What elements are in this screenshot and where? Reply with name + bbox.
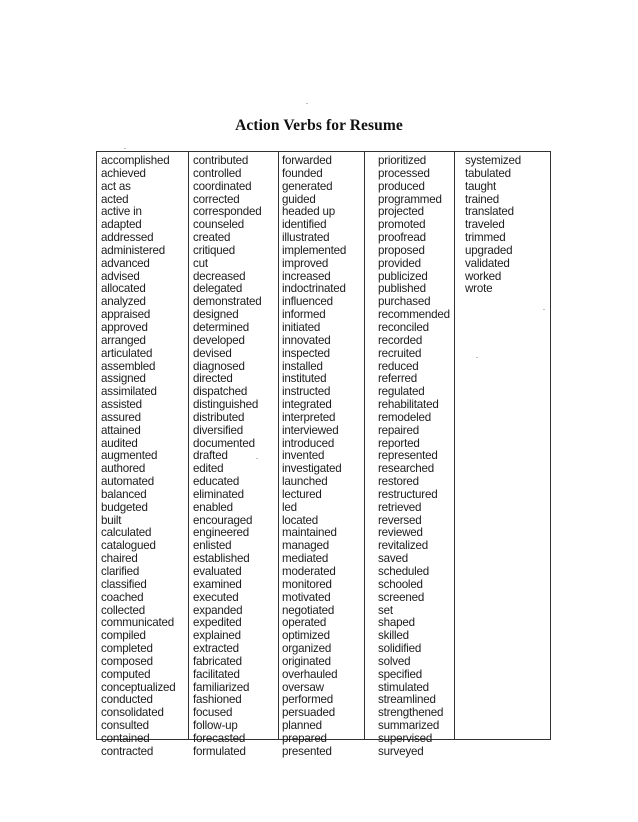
verb-item: assimilated	[101, 386, 157, 399]
verb-item: interviewed	[282, 424, 339, 437]
verb-item: addressed	[101, 232, 154, 245]
verb-item: devised	[193, 347, 232, 360]
verb-item: created	[193, 232, 231, 245]
verb-item: forecasted	[193, 732, 246, 745]
verb-item: audited	[101, 437, 138, 450]
verb-item: headed up	[282, 206, 336, 219]
verb-item: attained	[101, 424, 141, 437]
verb-item: focused	[193, 707, 233, 720]
verb-item: contracted	[101, 745, 154, 758]
verb-item: enlisted	[193, 540, 232, 553]
verb-item: educated	[193, 476, 240, 489]
verb-item: established	[193, 553, 250, 566]
verb-item: decreased	[193, 270, 246, 283]
verb-item: budgeted	[101, 501, 148, 514]
verb-item: compiled	[101, 630, 146, 643]
verb-item: motivated	[282, 591, 331, 604]
verb-item: follow-up	[193, 720, 238, 733]
verb-item: guided	[282, 193, 316, 206]
verb-item: dispatched	[193, 386, 248, 399]
verb-item: recommended	[378, 309, 450, 322]
verb-item: scheduled	[378, 566, 430, 578]
verb-item: upgraded	[465, 244, 513, 257]
verb-item: adapted	[101, 219, 142, 232]
verb-item: corresponded	[193, 206, 262, 219]
verb-item: demonstrated	[193, 296, 262, 309]
page-title: Action Verbs for Resume	[235, 117, 403, 134]
verb-item: proposed	[378, 244, 425, 257]
verb-item: introduced	[282, 437, 335, 450]
verb-item: advanced	[101, 257, 150, 270]
verb-item: tabulated	[465, 167, 511, 180]
verb-item: chaired	[101, 553, 138, 566]
verb-item: validated	[465, 257, 510, 270]
verb-item: explained	[193, 630, 241, 643]
verb-item: operated	[282, 617, 327, 630]
verb-item: corrected	[193, 193, 240, 206]
verb-item: provided	[378, 257, 421, 270]
verb-item: restored	[378, 476, 419, 489]
verb-item: extracted	[193, 643, 239, 656]
verb-item: invented	[282, 450, 325, 463]
scan-speck	[476, 357, 478, 358]
verb-item: informed	[282, 309, 326, 322]
verb-item: authored	[101, 463, 146, 476]
verb-item: influenced	[282, 296, 333, 309]
verb-item: managed	[282, 540, 329, 553]
verb-item: eliminated	[193, 488, 244, 501]
verb-item: wrote	[465, 283, 493, 296]
verb-item: screened	[378, 591, 425, 604]
verb-item: installed	[282, 360, 323, 373]
verb-item: mediated	[282, 553, 329, 566]
verb-item: clarified	[101, 566, 140, 578]
verb-item: facilitated	[193, 668, 240, 681]
verb-item: investigated	[282, 463, 342, 476]
verb-item: engineered	[193, 527, 250, 540]
verb-item: coached	[101, 591, 144, 604]
verb-item: shaped	[378, 617, 415, 630]
verb-item: founded	[282, 167, 323, 180]
verb-item: revitalized	[378, 540, 428, 553]
verb-item: act as	[101, 180, 131, 193]
verb-item: recorded	[378, 334, 423, 347]
verb-item: traveled	[465, 219, 505, 232]
verb-item: reported	[378, 437, 420, 450]
verb-item: solidified	[378, 643, 422, 656]
verb-item: analyzed	[101, 296, 146, 309]
verb-item: instructed	[282, 386, 331, 399]
verb-item: contained	[101, 732, 150, 745]
verb-item: repaired	[378, 424, 419, 437]
verb-item: reviewed	[378, 527, 423, 540]
verb-item: negotiated	[282, 604, 335, 617]
verb-item: inspected	[282, 347, 330, 360]
verb-item: programmed	[378, 193, 442, 206]
verb-item: optimized	[282, 630, 330, 643]
verb-item: increased	[282, 270, 331, 283]
verb-item: lectured	[282, 488, 322, 501]
verb-item: purchased	[378, 296, 431, 309]
verb-item: critiqued	[193, 244, 236, 257]
verb-item: diversified	[193, 424, 243, 437]
verb-item: projected	[378, 206, 424, 219]
verb-item: worked	[465, 270, 502, 283]
verb-item: indoctrinated	[282, 283, 346, 296]
verb-item: appraised	[101, 309, 151, 322]
verb-item: maintained	[282, 527, 337, 540]
verb-item: executed	[193, 591, 239, 604]
verb-item: accomplished	[101, 155, 170, 167]
verb-column-3	[278, 152, 364, 758]
verb-item: proofread	[378, 232, 426, 245]
verb-item: directed	[193, 373, 233, 386]
verb-item: supervised	[378, 732, 433, 745]
verb-item: augmented	[101, 450, 158, 463]
verb-item: translated	[465, 206, 514, 219]
verb-item: implemented	[282, 244, 347, 257]
verb-item: organized	[282, 643, 332, 656]
verb-item: classified	[101, 578, 147, 591]
verb-item: determined	[193, 321, 250, 334]
verb-item: identified	[282, 219, 327, 232]
verb-item: illustrated	[282, 232, 330, 245]
verb-item: achieved	[101, 167, 146, 180]
verb-column-5	[454, 152, 551, 739]
verb-item: strengthened	[378, 707, 444, 720]
verb-item: trained	[465, 193, 500, 206]
verb-item: schooled	[378, 578, 423, 591]
verb-item: promoted	[378, 219, 426, 232]
verb-item: balanced	[101, 488, 147, 501]
verb-item: developed	[193, 334, 245, 347]
verb-item: reduced	[378, 360, 419, 373]
verb-item: familiarized	[193, 681, 250, 694]
verb-item: enabled	[193, 501, 233, 514]
verb-item: active in	[101, 206, 142, 219]
verb-item: forwarded	[282, 155, 332, 167]
verb-item: innovated	[282, 334, 331, 347]
verb-item: administered	[101, 244, 165, 257]
verb-item: expedited	[193, 617, 242, 630]
verb-item: led	[282, 501, 297, 514]
verb-item: prepared	[282, 732, 327, 745]
verb-item: computed	[101, 668, 151, 681]
scan-speck	[543, 309, 545, 310]
verb-item: originated	[282, 655, 331, 668]
verb-item: taught	[465, 180, 497, 193]
verb-item: interpreted	[282, 411, 336, 424]
verb-column-4	[364, 152, 454, 758]
verb-item: acted	[101, 193, 129, 206]
verb-item: built	[101, 514, 122, 527]
verb-item: diagnosed	[193, 360, 245, 373]
verb-item: advised	[101, 270, 140, 283]
verb-item: formulated	[193, 745, 246, 758]
verb-item: distributed	[193, 411, 245, 424]
verb-item: researched	[378, 463, 435, 476]
verb-item: systemized	[465, 155, 521, 167]
scan-speck	[306, 103, 308, 104]
verb-item: catalogued	[101, 540, 156, 553]
verb-item: composed	[101, 655, 153, 668]
verb-item: calculated	[101, 527, 152, 540]
verb-item: documented	[193, 437, 255, 450]
verb-item: stimulated	[378, 681, 429, 694]
verb-item: drafted	[193, 450, 228, 463]
verb-item: published	[378, 283, 426, 296]
verb-item: processed	[378, 167, 430, 180]
verb-item: prioritized	[378, 155, 427, 167]
verb-item: improved	[282, 257, 329, 270]
verb-column-1	[97, 152, 188, 758]
verb-item: controlled	[193, 167, 242, 180]
verb-item: located	[282, 514, 318, 527]
verb-item: performed	[282, 694, 334, 707]
verb-item: edited	[193, 463, 224, 476]
verb-item: cut	[193, 257, 208, 270]
verb-item: assembled	[101, 360, 156, 373]
verb-item: consulted	[101, 720, 149, 733]
verb-item: publicized	[378, 270, 428, 283]
verb-item: delegated	[193, 283, 243, 296]
verb-item: persuaded	[282, 707, 335, 720]
verb-item: articulated	[101, 347, 153, 360]
verb-item: contributed	[193, 155, 249, 167]
verb-item: rehabilitated	[378, 399, 439, 412]
verb-item: presented	[282, 745, 332, 758]
verb-item: represented	[378, 450, 438, 463]
verb-item: assured	[101, 411, 141, 424]
verb-item: evaluated	[193, 566, 242, 578]
verb-item: retrieved	[378, 501, 422, 514]
verb-item: oversaw	[282, 681, 324, 694]
verb-item: planned	[282, 720, 322, 733]
verb-item: set	[378, 604, 393, 617]
verb-item: completed	[101, 643, 153, 656]
verb-item: collected	[101, 604, 145, 617]
verb-item: integrated	[282, 399, 332, 412]
verb-item: referred	[378, 373, 417, 386]
verb-item: encouraged	[193, 514, 253, 527]
verb-item: initiated	[282, 321, 321, 334]
scan-speck	[256, 458, 258, 459]
verb-item: monitored	[282, 578, 332, 591]
verb-item: consolidated	[101, 707, 164, 720]
verb-item: assigned	[101, 373, 146, 386]
verb-item: fabricated	[193, 655, 242, 668]
verb-item: approved	[101, 321, 148, 334]
verb-item: restructured	[378, 488, 438, 501]
verb-item: moderated	[282, 566, 336, 578]
verb-item: surveyed	[378, 745, 424, 758]
verb-item: remodeled	[378, 411, 431, 424]
verb-item: summarized	[378, 720, 440, 733]
verb-item: recruited	[378, 347, 422, 360]
verb-item: launched	[282, 476, 328, 489]
verb-item: regulated	[378, 386, 425, 399]
verb-item: streamlined	[378, 694, 436, 707]
action-verbs-table	[96, 151, 551, 758]
verb-item: designed	[193, 309, 239, 322]
scan-speck	[124, 148, 126, 149]
verb-item: counseled	[193, 219, 245, 232]
verb-item: assisted	[101, 399, 142, 412]
verb-item: allocated	[101, 283, 146, 296]
verb-item: fashioned	[193, 694, 242, 707]
verb-item: expanded	[193, 604, 243, 617]
verb-item: conducted	[101, 694, 153, 707]
verb-item: specified	[378, 668, 422, 681]
verb-item: reversed	[378, 514, 422, 527]
verb-item: distinguished	[193, 399, 259, 412]
verb-item: arranged	[101, 334, 146, 347]
verb-item: skilled	[378, 630, 409, 643]
verb-item: communicated	[101, 617, 174, 630]
verb-item: coordinated	[193, 180, 252, 193]
verb-item: reconciled	[378, 321, 429, 334]
verb-item: trimmed	[465, 232, 506, 245]
verb-item: solved	[378, 655, 411, 668]
verb-item: generated	[282, 180, 333, 193]
verb-item: overhauled	[282, 668, 338, 681]
verb-item: instituted	[282, 373, 327, 386]
verb-item: examined	[193, 578, 242, 591]
verb-item: saved	[378, 553, 408, 566]
verb-item: produced	[378, 180, 425, 193]
verb-column-2	[188, 152, 278, 758]
verb-item: automated	[101, 476, 154, 489]
verb-item: conceptualized	[101, 681, 176, 694]
